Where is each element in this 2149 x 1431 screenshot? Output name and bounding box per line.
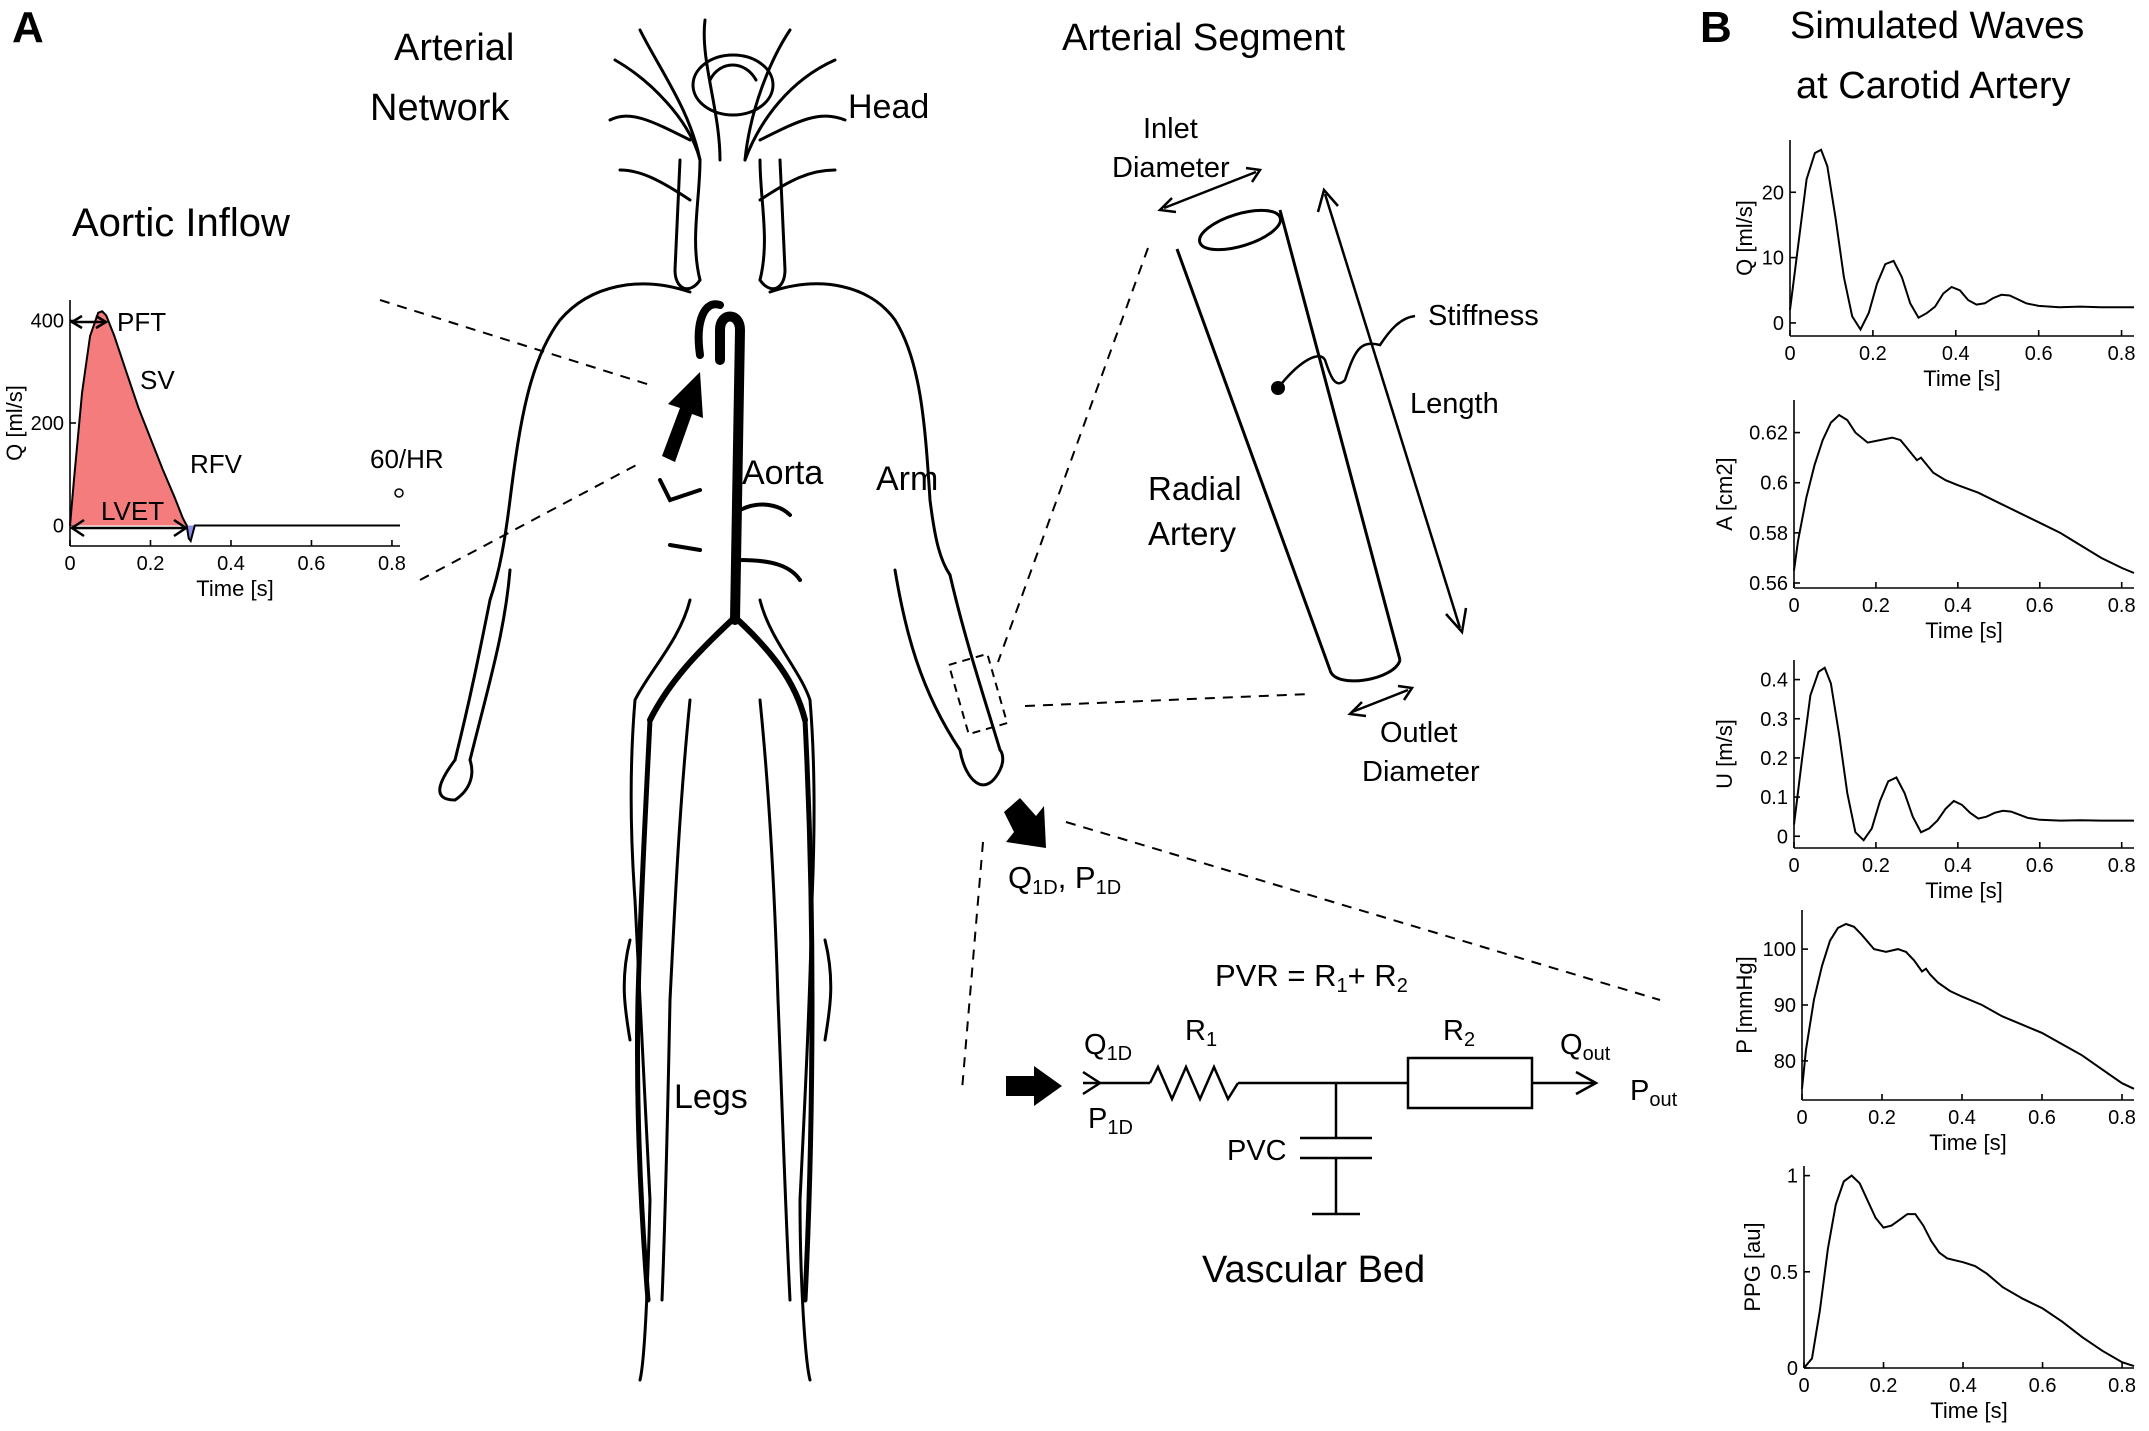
stiffness-point bbox=[1271, 381, 1285, 395]
x-axis-label: Time [s] bbox=[1929, 1130, 2007, 1155]
qout-label: $Q_{out}$ bbox=[1560, 1029, 1611, 1065]
y-tick-label: 0.4 bbox=[1760, 669, 1788, 692]
outlet-diameter-arrow bbox=[1350, 686, 1412, 716]
vascular-bed bbox=[1006, 860, 1678, 1291]
y-axis-label: P [mmHg] bbox=[1732, 956, 1757, 1054]
y-tick-label: 10 bbox=[1761, 247, 1784, 270]
sv-label: SV bbox=[140, 365, 175, 395]
pout-label: $P_{out}$ bbox=[1630, 1075, 1678, 1111]
chart-Q bbox=[1732, 140, 2135, 391]
y-tick-label: 200 bbox=[30, 413, 64, 435]
series-line-Q bbox=[1790, 150, 2134, 330]
y-tick-label: 90 bbox=[1773, 995, 1796, 1017]
x-tick-label: 0.2 bbox=[1869, 1375, 1898, 1397]
x-tick-label: 0 bbox=[1798, 1375, 1810, 1397]
arm-label: Arm bbox=[876, 460, 939, 498]
y-axis-label: U [m/s] bbox=[1712, 719, 1737, 789]
aorta-label: Aorta bbox=[742, 454, 824, 492]
legs-label: Legs bbox=[674, 1078, 748, 1116]
body-outline bbox=[440, 20, 1003, 1380]
x-axis-label: Time [s] bbox=[1930, 1398, 2008, 1423]
x-tick-label: 0.6 bbox=[2025, 855, 2054, 877]
y-tick-label: 0.62 bbox=[1749, 422, 1788, 445]
head-label: Head bbox=[848, 88, 930, 126]
x-axis-label: Time [s] bbox=[1925, 618, 2003, 643]
x-tick-label: 0.2 bbox=[1868, 1107, 1896, 1129]
inlet-label-2: Diameter bbox=[1112, 152, 1230, 184]
axes bbox=[1794, 400, 2134, 588]
r2-label: $R_2$ bbox=[1443, 1015, 1476, 1051]
circuit-p1d-label: $P_{1D}$ bbox=[1088, 1103, 1133, 1139]
circuit-q1d-label: $Q_{1D}$ bbox=[1084, 1029, 1133, 1065]
simulated-title-2: at Carotid Artery bbox=[1796, 65, 2071, 107]
circuit-inflow-arrow bbox=[1006, 1066, 1062, 1106]
artery-tube bbox=[1177, 202, 1400, 680]
series-line-U bbox=[1794, 668, 2134, 840]
stiffness-spring bbox=[1278, 316, 1415, 388]
y-tick-label: 0 bbox=[1776, 826, 1788, 849]
x-tick-label: 0.8 bbox=[2108, 1107, 2136, 1129]
circuit-diagram bbox=[1083, 1058, 1596, 1214]
x-axis-label: Time [s] bbox=[1923, 366, 2001, 391]
outlet-label-2: Diameter bbox=[1362, 756, 1480, 788]
simulated-title-1: Simulated Waves bbox=[1790, 5, 2085, 47]
network-label: Network bbox=[370, 87, 510, 129]
x-tick-label: 0 bbox=[1784, 343, 1796, 365]
y-tick-label: 0.1 bbox=[1760, 787, 1788, 810]
sv-area bbox=[70, 311, 187, 525]
panel-label-b: B bbox=[1700, 3, 1732, 52]
segment-zoom-box bbox=[949, 654, 1007, 734]
y-tick-label: 0 bbox=[1772, 312, 1784, 335]
x-tick-label: 0.4 bbox=[1948, 1107, 1976, 1129]
x-tick-label: 0.4 bbox=[1949, 1375, 1977, 1397]
chart-PPG bbox=[1740, 1166, 2136, 1423]
pft-label: PFT bbox=[117, 307, 167, 337]
x-tick-label: 0.8 bbox=[2107, 855, 2136, 877]
x-tick-label: 0 bbox=[1796, 1107, 1808, 1129]
y-tick-label: 0.56 bbox=[1749, 572, 1788, 595]
r2-resistor bbox=[1408, 1058, 1532, 1108]
hr-endpoint bbox=[395, 489, 403, 497]
y-tick-label: 20 bbox=[1761, 182, 1784, 205]
x-axis-label: Time [s] bbox=[1925, 878, 2003, 903]
rfv-label: RFV bbox=[190, 449, 242, 479]
arm-outflow-arrow bbox=[1004, 798, 1046, 848]
panel-label-a: A bbox=[12, 3, 44, 52]
series-line-P bbox=[1802, 924, 2134, 1089]
aortic-inflow-title: Aortic Inflow bbox=[72, 201, 290, 245]
pvr-equation: PVR = R1+ R2 bbox=[1215, 958, 1408, 997]
x-tick-label: 0.4 bbox=[1943, 855, 1972, 877]
axes bbox=[1802, 910, 2134, 1100]
x-tick-label: 0.8 bbox=[2107, 595, 2136, 617]
y-axis-label: PPG [au] bbox=[1740, 1222, 1765, 1312]
pvc-label: PVC bbox=[1227, 1135, 1287, 1167]
x-tick-label: 0 bbox=[64, 553, 76, 575]
x-axis-label: Time [s] bbox=[196, 576, 274, 601]
aortic-inflow-panel bbox=[2, 201, 444, 601]
y-tick-label: 0.5 bbox=[1770, 1261, 1798, 1284]
y-tick-label: 80 bbox=[1773, 1050, 1796, 1073]
length-label: Length bbox=[1410, 388, 1499, 420]
x-tick-label: 0 bbox=[1788, 595, 1800, 617]
x-tick-label: 0.2 bbox=[1862, 855, 1890, 877]
y-tick-label: 400 bbox=[30, 310, 64, 333]
x-tick-label: 0.6 bbox=[297, 553, 326, 575]
q1d-p1d-label: Q1D, P1D bbox=[1008, 860, 1122, 899]
x-tick-label: 0.8 bbox=[2108, 1375, 2136, 1397]
chart-P bbox=[1732, 910, 2136, 1155]
pft-arrow bbox=[72, 316, 106, 328]
x-tick-label: 0.6 bbox=[2028, 1107, 2056, 1129]
outlet-label-1: Outlet bbox=[1380, 717, 1458, 749]
y-tick-label: 100 bbox=[1762, 939, 1796, 962]
x-tick-label: 0.4 bbox=[1943, 595, 1972, 617]
inlet-label-1: Inlet bbox=[1143, 113, 1198, 145]
arterial-label: Arterial bbox=[394, 27, 515, 69]
x-tick-label: 0.6 bbox=[2025, 595, 2054, 617]
y-tick-label: 0 bbox=[52, 515, 64, 538]
y-tick-label: 0.3 bbox=[1760, 708, 1788, 731]
x-tick-label: 0.2 bbox=[1862, 595, 1890, 617]
stiffness-label: Stiffness bbox=[1428, 300, 1539, 332]
hr-label: 60/HR bbox=[370, 444, 444, 474]
chart-U bbox=[1712, 660, 2136, 903]
lvet-label: LVET bbox=[101, 496, 165, 526]
y-axis-label: Q [ml/s] bbox=[1732, 200, 1757, 276]
x-tick-label: 0.6 bbox=[2024, 343, 2053, 365]
aorta-flow-arrow bbox=[662, 372, 703, 462]
x-tick-label: 0.2 bbox=[136, 553, 165, 575]
series-line-PPG bbox=[1804, 1176, 2134, 1368]
radial-label-1: Radial bbox=[1148, 470, 1242, 507]
r1-label: $R_1$ bbox=[1185, 1015, 1218, 1051]
y-tick-label: 0.58 bbox=[1749, 522, 1788, 545]
vascular-bed-title: Vascular Bed bbox=[1202, 1249, 1426, 1291]
x-tick-label: 0.2 bbox=[1858, 343, 1887, 365]
x-tick-label: 0 bbox=[1788, 855, 1800, 877]
y-axis-label: A [cm2] bbox=[1712, 457, 1737, 531]
series-line-A bbox=[1794, 415, 2134, 573]
segment-title: Arterial Segment bbox=[1062, 17, 1346, 59]
arterial-network bbox=[370, 20, 1046, 1380]
x-tick-label: 0.6 bbox=[2028, 1375, 2057, 1397]
radial-label-2: Artery bbox=[1148, 515, 1237, 552]
x-tick-label: 0.8 bbox=[378, 553, 406, 575]
dashed-guides bbox=[380, 248, 1660, 1090]
x-tick-label: 0.4 bbox=[1941, 343, 1970, 365]
y-tick-label: 0 bbox=[1786, 1358, 1798, 1380]
arterial-segment bbox=[1062, 17, 1539, 788]
y-tick-label: 0.6 bbox=[1760, 472, 1788, 495]
x-tick-label: 0.8 bbox=[2107, 343, 2136, 365]
chart-A bbox=[1712, 400, 2136, 643]
simulated-wave-charts bbox=[1712, 140, 2136, 1423]
y-tick-label: 1 bbox=[1786, 1165, 1798, 1188]
r1-resistor bbox=[1150, 1067, 1238, 1099]
y-tick-label: 0.2 bbox=[1760, 747, 1788, 770]
y-axis-label: Q [ml/s] bbox=[2, 385, 27, 461]
x-tick-label: 0.4 bbox=[217, 553, 245, 575]
